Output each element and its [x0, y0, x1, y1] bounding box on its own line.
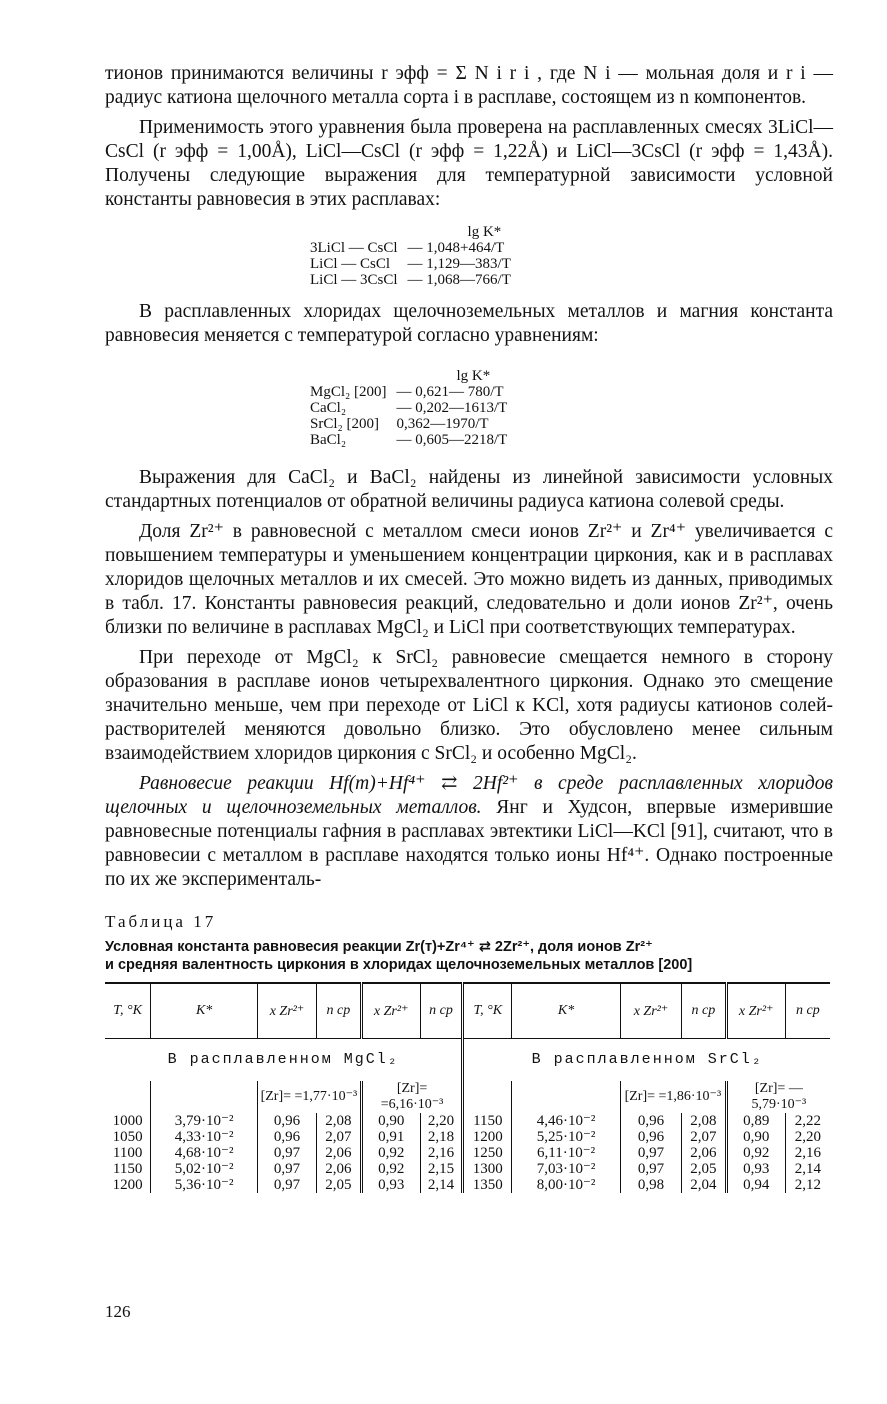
header-cell: T, °K	[463, 983, 512, 1039]
header-cell: x Zr²⁺	[620, 983, 681, 1039]
header-cell: x Zr²⁺	[258, 983, 317, 1039]
cell: 5,02·10⁻²	[151, 1161, 258, 1177]
formula-name: LiCl — CsCl	[310, 256, 391, 272]
table-caption: Таблица 17	[105, 912, 217, 931]
header-cell: T, °K	[105, 983, 151, 1039]
cell: 0,97	[620, 1161, 681, 1177]
cell: 2,05	[681, 1161, 726, 1177]
paragraph-3: В расплавленных хлоридах щелочноземельных металлов и магния константа равновесия меняется с температурой согласно уравнениям:	[105, 301, 833, 346]
cell: 2,06	[316, 1145, 361, 1161]
cell: 8,00·10⁻²	[512, 1177, 621, 1193]
cell: 1150	[112, 1161, 143, 1177]
data-table	[105, 982, 830, 1193]
table-title-line-2: и средняя валентность циркония в хлоридах щелочноземельных металлов [200]	[105, 957, 693, 973]
formula-header: lg K*	[467, 224, 502, 240]
cell: 2,16	[785, 1145, 830, 1161]
cell: 5,25·10⁻²	[512, 1129, 621, 1145]
concentration-label: [Zr]= =6,16·10⁻³	[361, 1081, 463, 1113]
cell: 0,92	[361, 1161, 420, 1177]
paragraph-7-italic: Равновесие реакции Hf(т)+Hf⁴⁺ ⇄ 2Hf²⁺ в среде расплавленных хлоридов щелочных и щелочноземельных металлов.	[105, 773, 833, 818]
cell: 0,96	[620, 1129, 681, 1145]
cell: 1100	[112, 1145, 143, 1161]
cell: 3,79·10⁻²	[151, 1113, 258, 1129]
cell: 0,90	[726, 1129, 785, 1145]
cell: 0,97	[258, 1161, 317, 1177]
cell: 0,93	[361, 1177, 420, 1193]
table-title-line-1: Условная константа равновесия реакции Zr(т)+Zr⁴⁺ ⇄ 2Zr²⁺, доля ионов Zr²⁺	[105, 939, 653, 955]
header-cell: n ср	[316, 983, 361, 1039]
cell: 4,46·10⁻²	[512, 1113, 621, 1129]
cell: 5,36·10⁻²	[151, 1177, 258, 1193]
cell: 0,94	[726, 1177, 785, 1193]
cell: 0,92	[361, 1145, 420, 1161]
concentration-label: [Zr]= =1,86·10⁻³	[620, 1081, 726, 1113]
cell: 0,96	[258, 1113, 317, 1129]
table-subheader-row	[105, 1081, 830, 1113]
formula-expr: — 1,048+464/T	[407, 240, 505, 256]
formula-expr: — 0,202—1613/T	[396, 400, 508, 416]
cell: 0,98	[620, 1177, 681, 1193]
cell: 1150	[463, 1113, 512, 1129]
table-row	[105, 1113, 830, 1129]
cell: 2,08	[316, 1113, 361, 1129]
cell: 2,20	[420, 1113, 463, 1129]
table-row	[105, 1161, 830, 1177]
cell: 2,07	[681, 1129, 726, 1145]
cell: 2,08	[681, 1113, 726, 1129]
concentration-label: [Zr]= —5,79·10⁻³	[726, 1081, 830, 1113]
cell: 2,16	[420, 1145, 463, 1161]
header-cell: x Zr²⁺	[726, 983, 785, 1039]
header-cell: K*	[151, 983, 258, 1039]
formula-name: 3LiCl — CsCl	[310, 240, 398, 256]
concentration-label: [Zr]= =1,77·10⁻³	[258, 1081, 362, 1113]
header-cell: n ср	[681, 983, 726, 1039]
cell: 4,68·10⁻²	[151, 1145, 258, 1161]
page-body	[105, 62, 833, 1193]
header-cell: n ср	[785, 983, 830, 1039]
formula-name: LiCl — 3CsCl	[310, 272, 398, 288]
formula-expr: 0,362—1970/T	[396, 416, 489, 432]
table-section-row	[105, 1039, 830, 1082]
cell: 2,22	[785, 1113, 830, 1129]
cell: 0,97	[258, 1177, 317, 1193]
formula-block-alkali	[105, 224, 833, 288]
cell: 0,89	[726, 1113, 785, 1129]
cell: 0,96	[620, 1113, 681, 1129]
formula-name: SrCl₂ [200]	[310, 416, 379, 432]
formula-block-earth	[105, 368, 833, 448]
cell: 2,15	[420, 1161, 463, 1177]
cell: 2,04	[681, 1177, 726, 1193]
table-header-row	[105, 983, 830, 1039]
paragraph-7	[105, 772, 833, 892]
cell: 2,05	[316, 1177, 361, 1193]
formula-name: MgCl₂ [200]	[310, 384, 387, 400]
header-cell: K*	[512, 983, 621, 1039]
cell: 2,20	[785, 1129, 830, 1145]
cell: 2,14	[785, 1161, 830, 1177]
cell: 2,06	[316, 1161, 361, 1177]
cell: 1300	[463, 1161, 512, 1177]
cell: 7,03·10⁻²	[512, 1161, 621, 1177]
formula-expr: — 1,068—766/T	[407, 272, 511, 288]
paragraph-4: Выражения для CaCl₂ и BaCl₂ найдены из линейной зависимости условных стандартных потенциалов от обратной величины радиуса катиона солевой среды.	[105, 467, 833, 512]
cell: 2,06	[681, 1145, 726, 1161]
table-title	[105, 938, 833, 974]
cell: 1050	[112, 1129, 143, 1145]
paragraph-5: Доля Zr²⁺ в равновесной с металлом смеси ионов Zr²⁺ и Zr⁴⁺ увеличивается с повышением температуры и уменьшением концентрации циркония, как и в расплавах хлоридов щелочных металлов и их смесей. Это можно видеть из данных, приводимых в табл. 17. Константы равновесия реакций, следовательно и доли ионов Zr²⁺, очень близки по величине в расплавах MgCl₂ и LiCl при соответствующих температурах.	[105, 521, 833, 638]
cell: 0,91	[361, 1129, 420, 1145]
section-label-left: В расплавленном MgCl₂	[167, 1051, 399, 1068]
cell: 2,18	[420, 1129, 463, 1145]
cell: 6,11·10⁻²	[512, 1145, 621, 1161]
formula-header: lg K*	[456, 368, 491, 384]
cell: 1250	[463, 1145, 512, 1161]
section-label-right: В расплавленном SrCl₂	[463, 1039, 830, 1082]
header-cell: n ср	[420, 983, 463, 1039]
cell: 0,92	[726, 1145, 785, 1161]
formula-name: CaCl₂	[310, 400, 347, 416]
cell: 1200	[463, 1129, 512, 1145]
cell: 2,07	[316, 1129, 361, 1145]
table-row	[105, 1129, 830, 1145]
table-row	[105, 1145, 830, 1161]
table-row	[105, 1177, 830, 1193]
cell: 2,14	[420, 1177, 463, 1193]
formula-name: BaCl₂	[310, 432, 347, 448]
formula-expr: — 1,129—383/T	[407, 256, 511, 272]
cell: 2,12	[785, 1177, 830, 1193]
cell: 0,96	[258, 1129, 317, 1145]
cell: 1000	[112, 1113, 143, 1129]
formula-expr: — 0,621— 780/T	[396, 384, 504, 400]
cell: 1200	[112, 1177, 143, 1193]
paragraph-6: При переходе от MgCl₂ к SrCl₂ равновесие смещается немного в сторону образования в расплаве ионов четырехвалентного циркония. Однако это смещение значительно меньше, чем при переходе от LiCl к KCl, хотя радиусы катионов солей-растворителей меняются довольно близко. Это обусловлено менее сильным взаимодействием хлоридов циркония с SrCl₂ и особенно MgCl₂.	[105, 647, 833, 764]
cell: 0,97	[620, 1145, 681, 1161]
cell: 0,90	[361, 1113, 420, 1129]
paragraph-7-rest: Янг и Худсон, впервые измерившие равновесные потенциалы гафния в расплавах эвтектики LiCl—KCl [91], считают, что в равновесии с металлом в расплаве находятся только ионы Hf⁴⁺. Однако построенные по их же эксперименталь-	[105, 797, 833, 890]
header-cell: x Zr²⁺	[361, 983, 420, 1039]
cell: 0,97	[258, 1145, 317, 1161]
page-number: 126	[105, 1302, 131, 1321]
cell: 1350	[463, 1177, 512, 1193]
paragraph-1: тионов принимаются величины r эфф = Σ N i r i , где N i — мольная доля и r i — радиус катиона щелочного металла сорта i в расплаве, состоящем из n компонентов.	[105, 63, 833, 108]
cell: 4,33·10⁻²	[151, 1129, 258, 1145]
formula-expr: — 0,605—2218/T	[396, 432, 508, 448]
paragraph-2: Применимость этого уравнения была проверена на расплавленных смесях 3LiCl—CsCl (r эфф = 1,00Å), LiCl—CsCl (r эфф = 1,22Å) и LiCl—3CsCl (r эфф = 1,43Å). Получены следующие выражения для температурной зависимости условной константы равновесия в этих расплавах:	[105, 117, 833, 210]
cell: 0,93	[726, 1161, 785, 1177]
